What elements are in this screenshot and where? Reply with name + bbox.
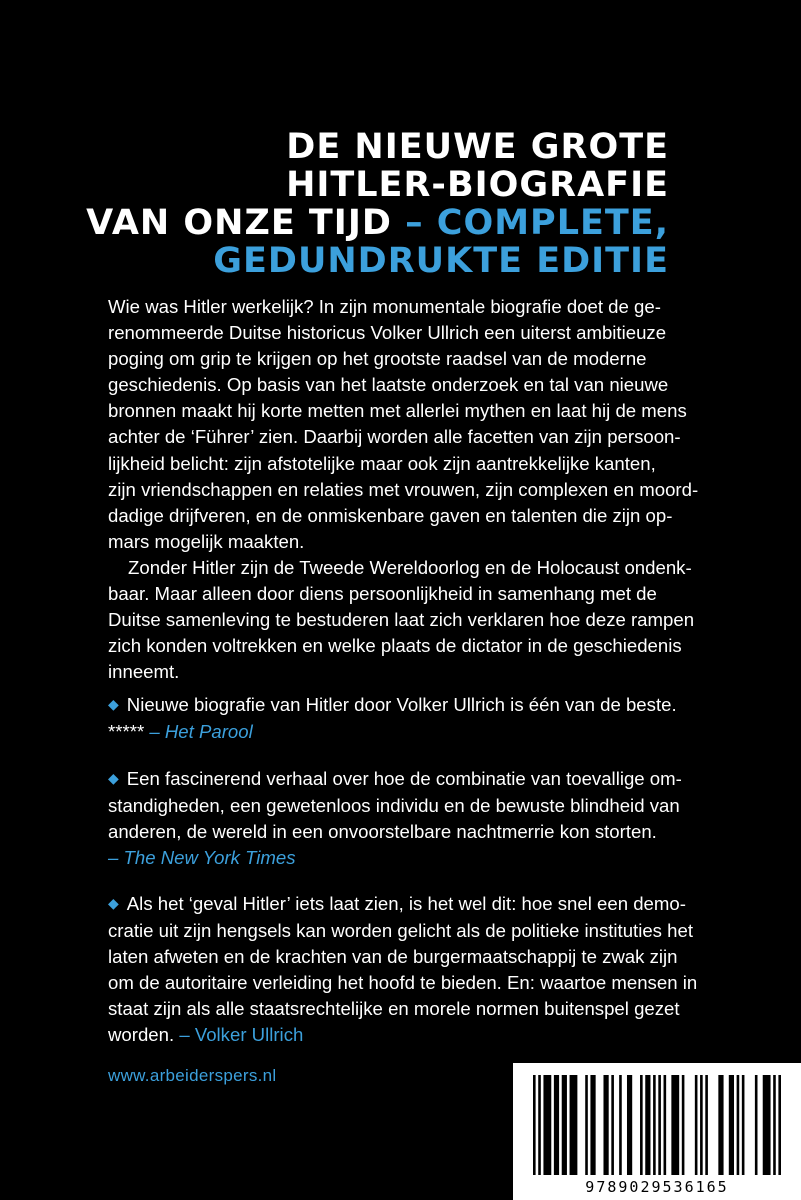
quote-volker-ullrich xyxy=(108,891,748,1048)
blurb-line: geschiedenis. Op basis van het laatste onderzoek en tal van nieuwe xyxy=(108,374,669,396)
blurb-line: Zonder Hitler zijn de Tweede Wereldoorlog en de Holocaust ondenk- xyxy=(128,556,692,578)
blurb-line: zich konden voltrekken en welke plaats de dictator in de geschiedenis xyxy=(108,635,682,657)
publisher-website-link[interactable]: www.arbeiderspers.nl xyxy=(108,1066,277,1085)
quote-line xyxy=(108,692,748,719)
barcode-bar xyxy=(682,1075,685,1175)
barcode-bar xyxy=(570,1075,578,1175)
quote-line: standigheden, een gewetenloos individu en de bewuste blindheid van xyxy=(108,795,680,816)
quote-line xyxy=(108,1022,748,1048)
blurb-line: mars mogelijk maakten. xyxy=(108,530,305,552)
blurb-line: achter de ‘Führer’ zien. Daarbij worden alle facetten van zijn persoon- xyxy=(108,426,681,448)
barcode-bar xyxy=(705,1075,708,1175)
blurb-line: dadige drijfveren, en de onmiskenbare gaven en talenten die zijn op- xyxy=(108,504,673,526)
barcode-bars xyxy=(533,1075,781,1177)
barcode-bar xyxy=(627,1075,632,1175)
quote-source: – Het Parool xyxy=(149,721,253,742)
barcode-bar xyxy=(640,1075,643,1175)
barcode-bar xyxy=(742,1075,745,1175)
quote-text: Nieuwe biografie van Hitler door Volker Ullrich is één van de beste. xyxy=(126,694,677,715)
quote-line xyxy=(108,766,748,793)
blurb-line: lijkheid belicht: zijn afstotelijke maar ook zijn aantrekkelijke kanten, xyxy=(108,452,656,474)
barcode-bar xyxy=(533,1075,536,1175)
blurb-line: Duitse samenleving te bestuderen laat zich verklaren hoe deze rampen xyxy=(108,609,695,631)
headline-line-3 xyxy=(29,204,669,242)
quote-text: Een fascinerend verhaal over hoe de combinatie van toevallige om- xyxy=(126,768,682,789)
isbn-number: 9789029536165 xyxy=(585,1178,729,1196)
barcode-bar xyxy=(603,1075,608,1175)
blurb-line: renommeerde Duitse historicus Volker Ullrich een uiterst ambitieuze xyxy=(108,322,667,344)
headline-line-1: DE NIEUWE GROTE xyxy=(286,127,669,167)
rating-stars: ***** xyxy=(108,721,150,742)
barcode-bar xyxy=(664,1075,667,1175)
quote-new-york-times xyxy=(108,766,748,871)
barcode-bar xyxy=(755,1075,758,1175)
barcode-bar xyxy=(737,1075,740,1175)
barcode-bar xyxy=(585,1075,588,1175)
barcode-bar xyxy=(543,1075,551,1175)
barcode-bar xyxy=(763,1075,771,1175)
quote-line: staat zijn als alle staatsrechtelijke en morele normen buitenspel gezet xyxy=(108,998,680,1019)
barcode-bar xyxy=(611,1075,614,1175)
blurb xyxy=(108,294,718,685)
blurb-line: poging om grip te krijgen op het grootste raadsel van de moderne xyxy=(108,348,647,370)
blurb-paragraph-2 xyxy=(108,555,718,685)
quote-line: laten afweten en de krachten van de burgermaatschappij te zwak zijn xyxy=(108,946,678,967)
barcode-bar xyxy=(562,1075,567,1175)
barcode-bar xyxy=(645,1075,650,1175)
headline xyxy=(29,128,669,280)
quote-text: worden. xyxy=(108,1024,180,1045)
barcode-bar xyxy=(554,1075,559,1175)
blurb-line: inneemt. xyxy=(108,661,180,683)
diamond-bullet-icon: ◆ xyxy=(108,770,119,786)
barcode-bar xyxy=(718,1075,723,1175)
blurb-line: bronnen maakt hij korte metten met allerlei mythen en laat hij de mens xyxy=(108,400,687,422)
blurb-line: Wie was Hitler werkelijk? In zijn monumentale biografie doet de ge- xyxy=(108,296,661,317)
quote-line xyxy=(108,891,748,918)
barcode xyxy=(513,1063,801,1200)
barcode-bar xyxy=(653,1075,656,1175)
headline-line-4: GEDUNDRUKTE EDITIE xyxy=(213,241,669,281)
headline-line-2: HITLER-BIOGRAFIE xyxy=(286,165,669,205)
diamond-bullet-icon: ◆ xyxy=(108,696,119,712)
quote-line: anderen, de wereld in een onvoorstelbare nachtmerrie kon storten. xyxy=(108,821,657,842)
quote-source: – Volker Ullrich xyxy=(179,1024,304,1045)
barcode-bar xyxy=(538,1075,541,1175)
barcode-bar xyxy=(658,1075,661,1175)
headline-line-3-white: VAN ONZE TIJD xyxy=(86,203,392,243)
barcode-bar xyxy=(773,1075,776,1175)
barcode-bar xyxy=(700,1075,703,1175)
blurb-paragraph-1 xyxy=(108,294,718,555)
barcode-bar xyxy=(695,1075,698,1175)
barcode-bar xyxy=(619,1075,622,1175)
quote-text: Als het ‘geval Hitler’ iets laat zien, is het wel dit: hoe snel een demo- xyxy=(126,893,686,914)
quote-line: cratie uit zijn hengsels kan worden gelicht als de politieke instituties het xyxy=(108,920,693,941)
barcode-bar xyxy=(778,1075,781,1175)
barcode-bar xyxy=(590,1075,595,1175)
blurb-line: zijn vriendschappen en relaties met vrouwen, zijn complexen en moord- xyxy=(108,478,699,500)
headline-line-3-blue: – COMPLETE, xyxy=(391,203,669,243)
quote-source: – The New York Times xyxy=(108,847,296,868)
barcode-bar xyxy=(671,1075,679,1175)
quote-het-parool xyxy=(108,692,748,745)
barcode-bar xyxy=(729,1075,734,1175)
diamond-bullet-icon: ◆ xyxy=(108,895,119,911)
blurb-line: baar. Maar alleen door diens persoonlijkheid in samenhang met de xyxy=(108,583,657,605)
quote-line xyxy=(108,719,748,745)
quote-line: om de autoritaire verleiding het hoofd te bieden. En: waartoe mensen in xyxy=(108,972,698,993)
